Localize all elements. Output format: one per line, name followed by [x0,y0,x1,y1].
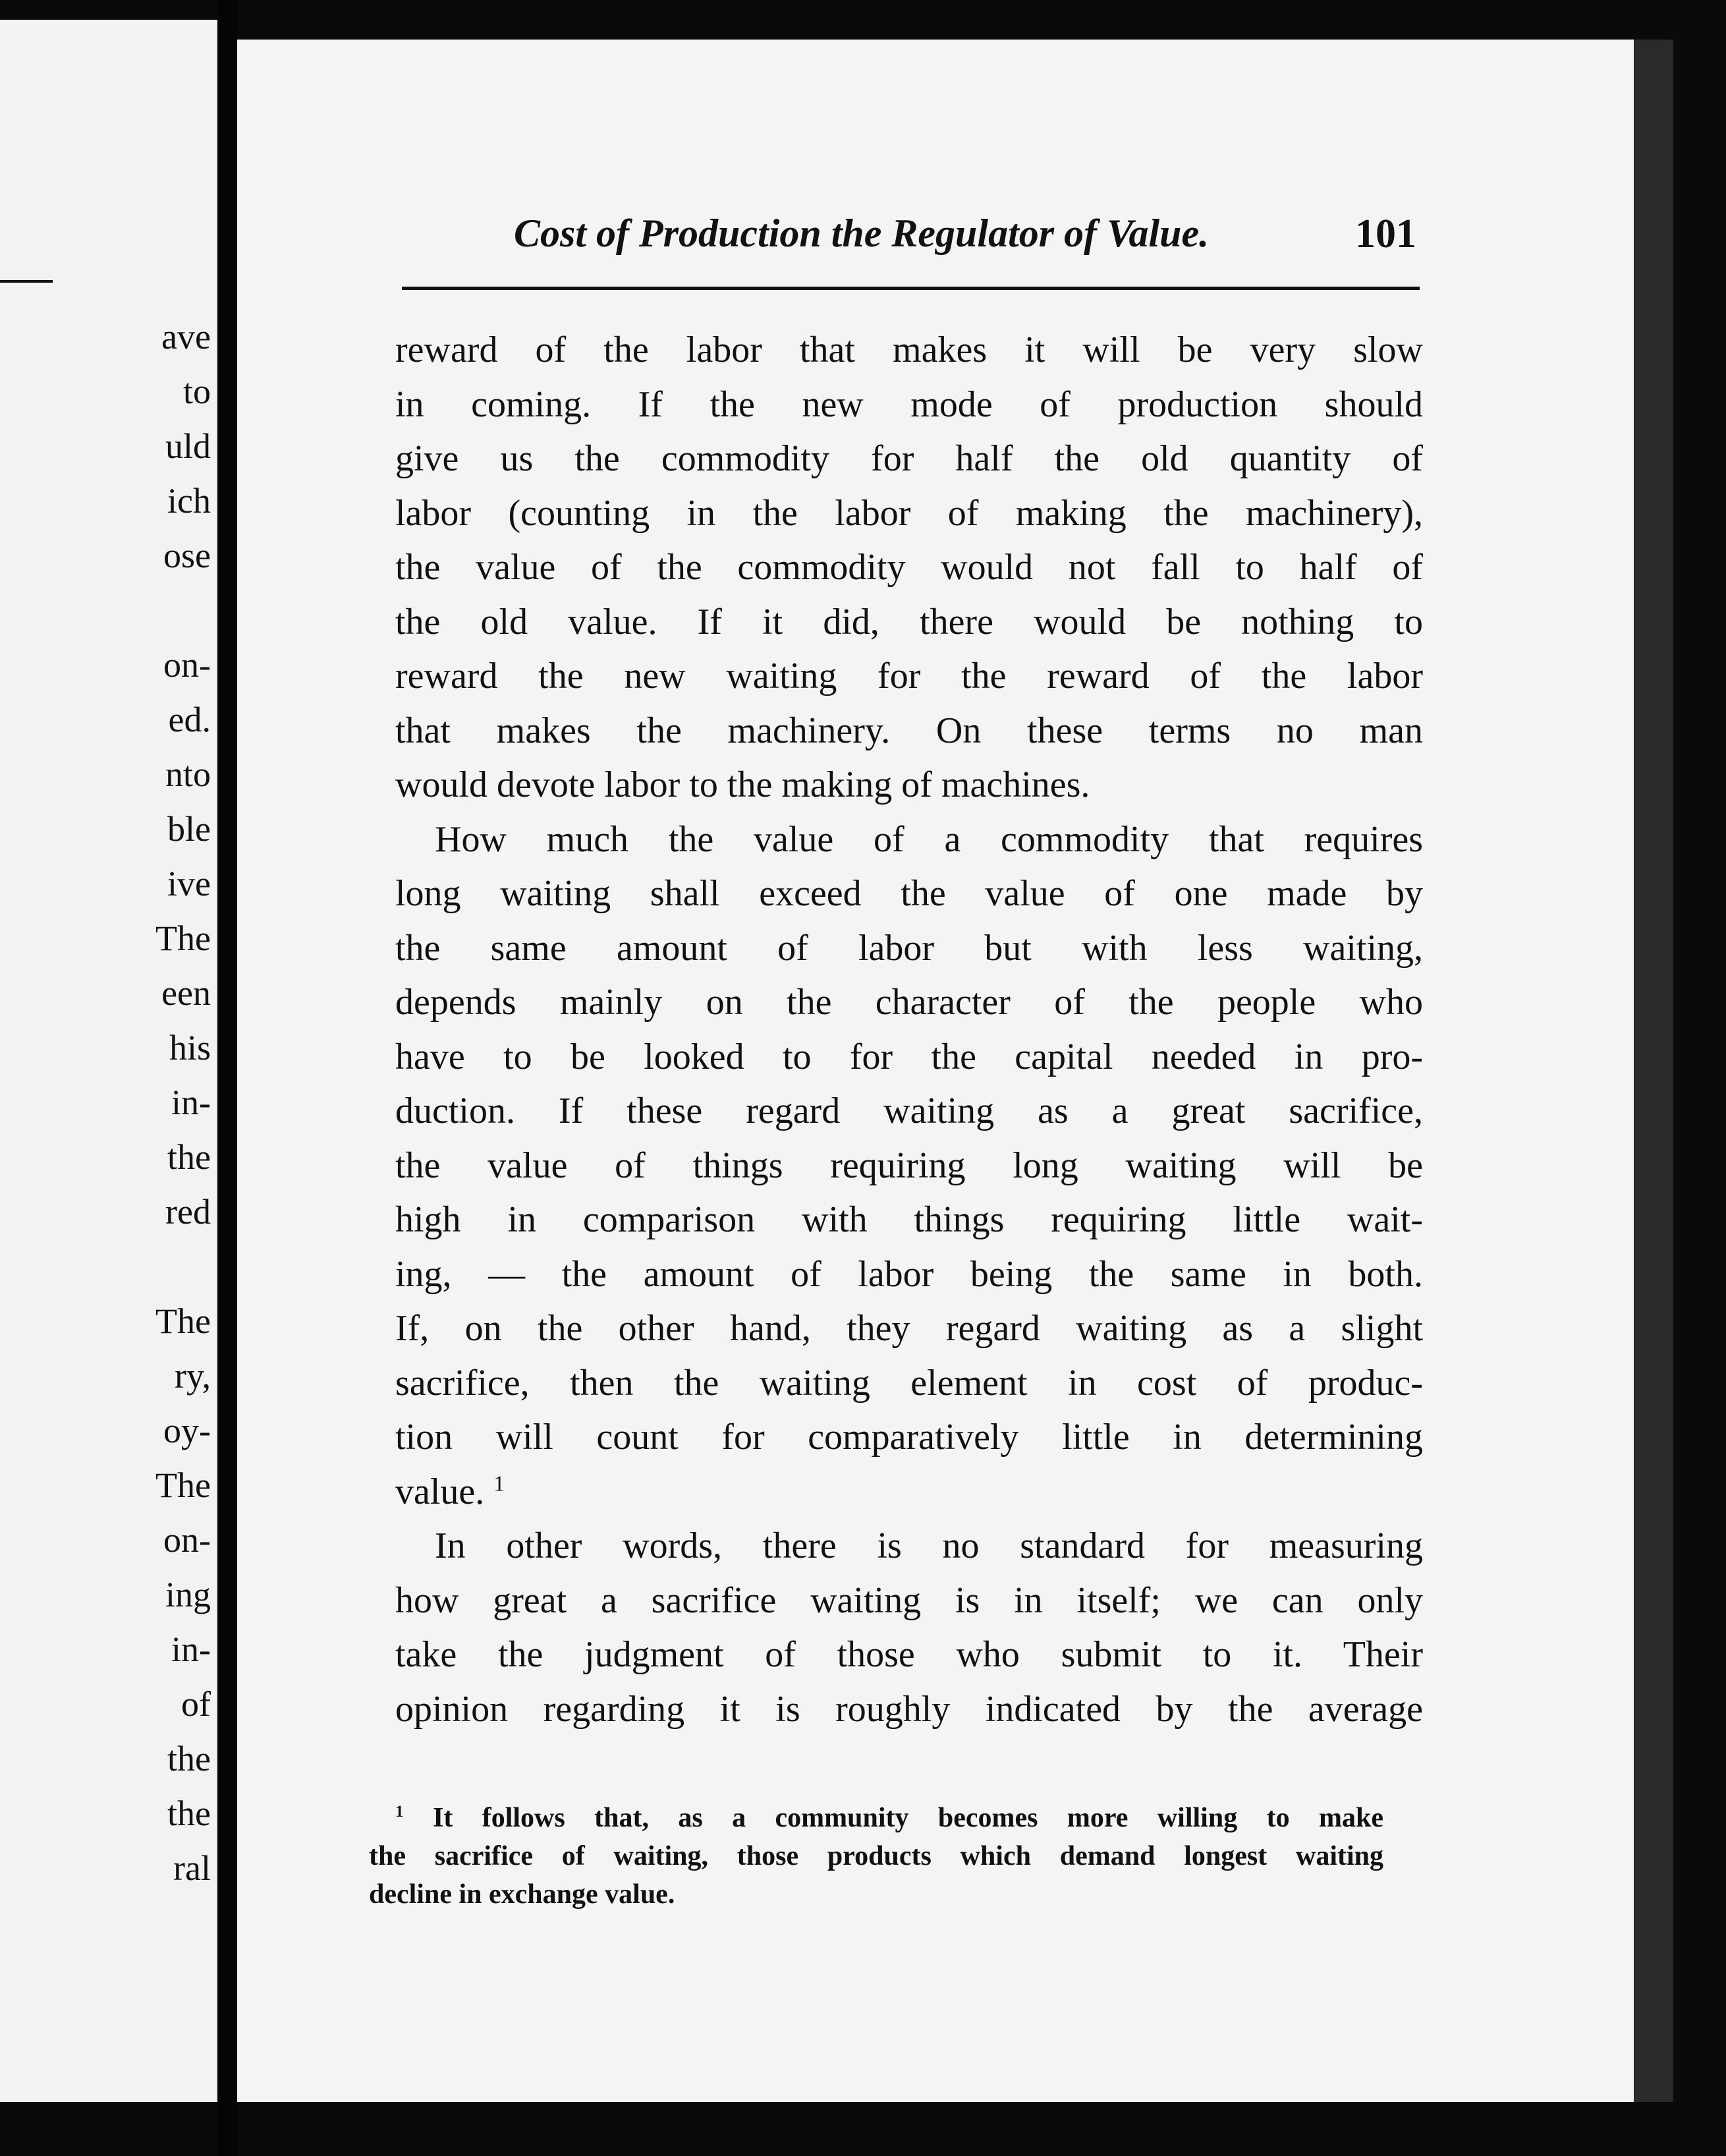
previous-page-line: The [155,1301,211,1341]
previous-page-rule [0,280,53,283]
previous-page-line [0,583,211,638]
previous-page-line: ry, [175,1356,211,1396]
text-line: in coming. If the new mode of production should [395,383,1423,425]
previous-page-line: nto [165,754,211,794]
footnote-line: decline in exchange value. [369,1879,675,1910]
previous-page-line: een [161,973,211,1013]
previous-page-line: red [165,1192,211,1232]
previous-page-line: the [167,1739,211,1778]
previous-page-line: The [155,1465,211,1505]
previous-page-line: ive [167,864,211,903]
page-number: 101 [1355,212,1416,256]
text-line: the value of the commodity would not fall to half of [395,547,1423,588]
text-line: reward of the labor that makes it will be very slow [395,329,1423,370]
text-line: sacrifice, then the waiting element in cost of produc- [395,1362,1423,1404]
previous-page-line: of [181,1684,211,1724]
footnote-line: the sacrifice of waiting, those products which demand longest waiting [369,1841,1383,1871]
text-line: how great a sacrifice waiting is in itself; we can only [395,1579,1423,1621]
text-line: high in comparison with things requiring little wait- [395,1199,1423,1240]
previous-page-line: oy- [163,1411,211,1450]
text-line: depends mainly on the character of the people who [395,982,1423,1023]
text-line: the value of things requiring long waiting will be [395,1145,1423,1186]
text-line: How much the value of a commodity that requires [435,818,1423,860]
text-line: give us the commodity for half the old quantity of [395,438,1423,479]
previous-page-line: uld [165,426,211,466]
previous-page-line: on- [163,1520,211,1560]
previous-page-lines [0,310,211,1896]
previous-page-line: on- [163,645,211,685]
text-line: would devote labor to the making of machines. [395,764,1090,805]
text-line: reward the new waiting for the reward of the labor [395,656,1423,696]
previous-page-line: ich [167,481,211,521]
text-line: tion will count for comparatively little in determining [395,1417,1423,1458]
text-line: long waiting shall exceed the value of one made by [395,873,1423,914]
previous-page-line: the [167,1794,211,1833]
book-gutter [217,0,237,2156]
previous-page-line: in- [171,1630,211,1669]
text-line-with-note [395,1465,1423,1519]
header-rule [402,287,1420,290]
previous-page-line [0,1239,211,1294]
footnote-line-first [369,1799,1383,1837]
previous-page-line: to [182,372,211,411]
text-line: In other words, there is no standard for measuring [435,1525,1423,1566]
running-title: Cost of Production the Regulator of Value. [514,212,1210,255]
text-line: opinion regarding it is roughly indicated by the average [395,1688,1423,1730]
previous-page-line: in- [171,1083,211,1122]
previous-page-line: ose [163,536,211,575]
text-line: that makes the machinery. On these terms no man [395,710,1423,751]
running-head [277,191,1430,277]
text-line: take the judgment of those who submit to it. Their [395,1634,1423,1675]
previous-page-line: the [167,1137,211,1177]
text-line: If, on the other hand, they regard waiting as a slight [395,1308,1423,1349]
footnote [369,1799,1383,1914]
previous-page-line: ral [173,1848,211,1888]
body-text [395,323,1423,1736]
footnote-marker: 1 [395,1803,404,1821]
previous-page-line: ave [161,317,211,356]
previous-page-line: ing [165,1575,211,1614]
text-line: value. [395,1471,485,1512]
text-line: have to be looked to for the capital needed in pro- [395,1036,1423,1077]
previous-page-line: ble [167,809,211,849]
text-line: duction. If these regard waiting as a great sacrifice, [395,1091,1423,1131]
text-line: the old value. If it did, there would be nothing to [395,601,1423,642]
footnote-reference[interactable]: 1 [493,1471,505,1496]
previous-page-line: his [169,1028,211,1067]
previous-page-fragment [0,20,217,2102]
previous-page-line: The [155,919,211,958]
text-line: the same amount of labor but with less waiting, [395,927,1423,969]
page-edge [1634,40,1673,2102]
text-line: labor (counting in the labor of making the machinery), [395,492,1423,534]
footnote-line: It follows that, as a community becomes more willing to make [433,1803,1383,1833]
previous-page-line: ed. [168,700,211,739]
text-line: ing, — the amount of labor being the same in both. [395,1253,1423,1295]
